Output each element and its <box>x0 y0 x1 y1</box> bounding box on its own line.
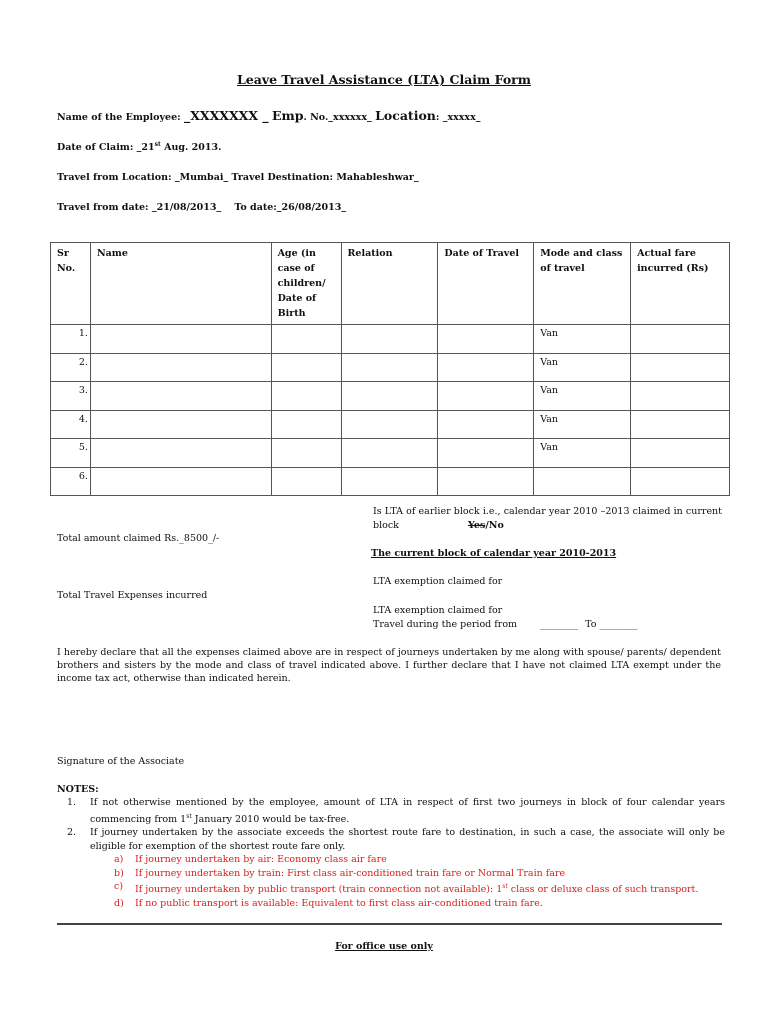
col-date-of-travel: Date of Travel <box>438 243 534 325</box>
from-date-label: Travel from date: <box>57 202 149 213</box>
signature-label: Signature of the Associate <box>57 756 185 767</box>
form-title: Leave Travel Assistance (LTA) Claim Form <box>237 72 531 87</box>
note-subitem: b) If journey undertaken by train: First class air-conditioned train fare or Normal Train fare <box>114 867 566 879</box>
table-row <box>51 382 730 411</box>
travel-dates-line <box>57 202 346 213</box>
cell-fare[interactable] <box>631 325 730 354</box>
location-value[interactable]: : _xxxxx_ <box>435 112 481 123</box>
cell-sr: 5. <box>51 439 91 468</box>
cell-relation[interactable] <box>341 382 438 411</box>
cell-date[interactable] <box>438 325 534 354</box>
emp-no-value[interactable]: _xxxxxx_ <box>328 112 372 123</box>
travel-from-label: Travel from Location: <box>57 172 172 183</box>
table-row <box>51 439 730 468</box>
note-subitem: a) If journey undertaken by air: Economy class air fare <box>114 854 387 866</box>
cell-name[interactable] <box>90 382 271 411</box>
to-date-value[interactable]: _26/08/2013_ <box>276 202 347 213</box>
cell-age[interactable] <box>271 439 341 468</box>
travel-claims-table <box>50 242 730 496</box>
cell-sr: 1. <box>51 325 91 354</box>
travel-location-line <box>57 172 419 183</box>
destination-value[interactable]: Mahableshwar_ <box>336 172 419 183</box>
from-date-value[interactable]: _21/08/2013_ <box>151 202 222 213</box>
cell-relation[interactable] <box>341 467 438 496</box>
cell-age[interactable] <box>271 382 341 411</box>
cell-name[interactable] <box>90 325 271 354</box>
note-subitem: d) If no public transport is available: Equivalent to first class air-conditioned train fare. <box>114 897 543 909</box>
cell-sr: 3. <box>51 382 91 411</box>
cell-fare[interactable] <box>631 382 730 411</box>
cell-date[interactable] <box>438 439 534 468</box>
table-header-row <box>51 243 730 325</box>
divider-line <box>57 923 722 925</box>
cell-fare[interactable] <box>631 467 730 496</box>
col-age: Age (in case of children/ Date of Birth <box>271 243 341 325</box>
table-row <box>51 410 730 439</box>
to-date-label: To date: <box>234 202 277 213</box>
date-of-claim-line <box>57 141 221 153</box>
note-item: 1. If not otherwise mentioned by the employee, amount of LTA in respect of first two journeys in block of four calendar years commencing from 1st January 2010 would be tax-free. <box>67 797 725 825</box>
cell-relation[interactable] <box>341 353 438 382</box>
cell-relation[interactable] <box>341 439 438 468</box>
name-label: Name of the Employee: <box>57 112 181 123</box>
office-use-heading: For office use only <box>335 941 433 952</box>
cell-mode[interactable]: Van <box>534 325 631 354</box>
destination-label: Travel Destination: <box>231 172 333 183</box>
col-sr-no: Sr No. <box>51 243 91 325</box>
earlier-block-question: Is LTA of earlier block i.e., calendar year 2010 –2013 claimed in current block Yes/No <box>373 506 722 531</box>
cell-relation[interactable] <box>341 410 438 439</box>
cell-name[interactable] <box>90 467 271 496</box>
table-row <box>51 467 730 496</box>
col-actual-fare: Actual fare incurred (Rs) <box>631 243 730 325</box>
emp-no-label: . No. <box>303 112 329 123</box>
cell-mode[interactable] <box>534 467 631 496</box>
yes-option[interactable]: Yes <box>467 520 486 531</box>
location-label: Location <box>375 108 436 123</box>
cell-age[interactable] <box>271 353 341 382</box>
employee-line <box>57 108 481 123</box>
notes-heading: NOTES: <box>57 784 99 795</box>
cell-date[interactable] <box>438 410 534 439</box>
date-claim-label: Date of Claim: <box>57 142 134 154</box>
cell-age[interactable] <box>271 410 341 439</box>
exemption-period: LTA exemption claimed for Travel during the period from ________ To ________ <box>373 605 638 630</box>
travel-from-value[interactable]: _Mumbai_ <box>174 172 229 183</box>
cell-sr: 2. <box>51 353 91 382</box>
no-option[interactable]: /No <box>485 520 504 531</box>
name-value[interactable]: _XXXXXXX _ <box>183 108 269 123</box>
cell-fare[interactable] <box>631 353 730 382</box>
cell-age[interactable] <box>271 325 341 354</box>
note-item: 2. If journey undertaken by the associate exceeds the shortest route fare to destination, in such a case, the associate will only be eligible for exemption of the shortest route fare only. <box>67 827 725 852</box>
cell-fare[interactable] <box>631 439 730 468</box>
emp-label: Emp <box>272 108 304 123</box>
table-row <box>51 353 730 382</box>
cell-name[interactable] <box>90 410 271 439</box>
period-from-blank[interactable]: ________ <box>540 618 579 630</box>
cell-mode[interactable]: Van <box>534 439 631 468</box>
lta-exemption-claimed: LTA exemption claimed for <box>373 576 503 587</box>
cell-mode[interactable]: Van <box>534 353 631 382</box>
total-amount-claimed: Total amount claimed Rs._8500_/- <box>57 533 220 544</box>
cell-fare[interactable] <box>631 410 730 439</box>
cell-sr: 4. <box>51 410 91 439</box>
col-mode-class: Mode and class of travel <box>534 243 631 325</box>
total-travel-expenses: Total Travel Expenses incurred <box>57 590 208 601</box>
col-relation: Relation <box>341 243 438 325</box>
table-row <box>51 325 730 354</box>
col-name: Name <box>90 243 271 325</box>
notes-section <box>57 783 725 910</box>
declaration-text: I hereby declare that all the expenses claimed above are in respect of journeys undertaken by me along with spouse/ parents/ dependent brothers and sisters by the mode and class of travel indicated above. I further declare that I have not claimed LTA exempt under the income tax act, otherwise than indicated herein. <box>57 647 721 684</box>
cell-date[interactable] <box>438 467 534 496</box>
cell-relation[interactable] <box>341 325 438 354</box>
cell-age[interactable] <box>271 467 341 496</box>
cell-date[interactable] <box>438 382 534 411</box>
cell-sr: 6. <box>51 467 91 496</box>
note-subitem: c) If journey undertaken by public transport (train connection not available): 1st class or deluxe class of such transport. <box>114 881 699 896</box>
period-to-blank[interactable]: ________ <box>599 618 638 630</box>
cell-name[interactable] <box>90 439 271 468</box>
cell-mode[interactable]: Van <box>534 382 631 411</box>
cell-name[interactable] <box>90 353 271 382</box>
current-block-heading: The current block of calendar year 2010-2013 <box>371 548 617 559</box>
cell-mode[interactable]: Van <box>534 410 631 439</box>
cell-date[interactable] <box>438 353 534 382</box>
date-claim-value[interactable]: _21st Aug. 2013. <box>136 141 222 154</box>
